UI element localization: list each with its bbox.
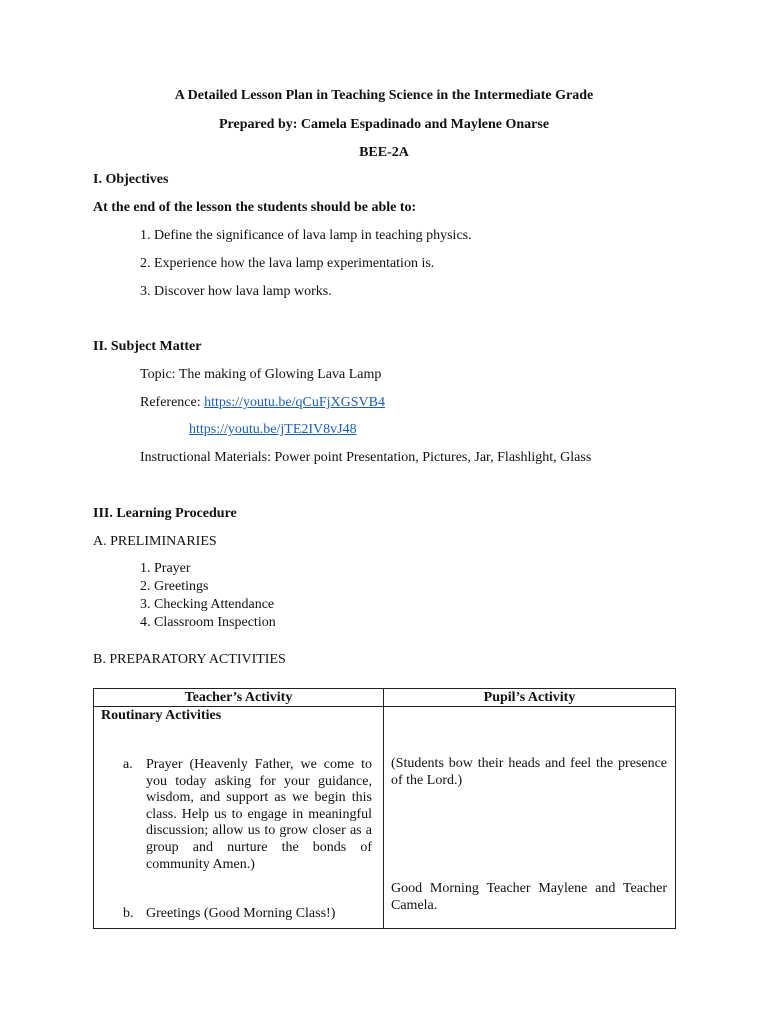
table-header-row [94,689,676,707]
teacher-activity-header: Teacher’s Activity [94,689,384,707]
topic-line: Topic: The making of Glowing Lava Lamp [140,367,382,382]
preliminary-item: 3. Checking Attendance [140,597,275,612]
objectives-intro: At the end of the lesson the students should be able to: [93,200,417,215]
reference-line [140,394,385,412]
objective-item: 1. Define the significance of lava lamp in teaching physics. [140,228,472,243]
reference-link-2[interactable]: https://youtu.be/jTE2IV8vJ48 [189,422,357,437]
preliminary-item: 4. Classroom Inspection [140,615,276,630]
document-title: A Detailed Lesson Plan in Teaching Science in the Intermediate Grade [174,88,594,103]
pupil-prayer-response: (Students bow their heads and feel the presence of the Lord.) [391,756,667,788]
list-marker: a. [123,757,133,772]
objective-item: 3. Discover how lava lamp works. [140,284,332,299]
materials-line: Instructional Materials: Power point Presentation, Pictures, Jar, Flashlight, Glass [140,450,592,465]
objective-item: 2. Experience how the lava lamp experimentation is. [140,256,435,271]
table-row [94,707,676,929]
preliminary-item: 1. Prayer [140,561,191,576]
reference-label: Reference: [140,395,205,410]
routinary-title: Routinary Activities [101,708,222,723]
preliminaries-heading: A. PRELIMINARIES [93,534,217,549]
objectives-heading: I. Objectives [93,172,169,187]
reference-link-1[interactable]: https://youtu.be/qCuFjXGSVB4 [204,395,385,410]
activities-table [93,688,676,929]
preparatory-heading: B. PREPARATORY ACTIVITIES [93,652,286,667]
prepared-by: Prepared by: Camela Espadinado and Maylene Onarse [218,117,550,132]
preliminary-item: 2. Greetings [140,579,209,594]
subject-matter-heading: II. Subject Matter [93,339,202,354]
teacher-activity-cell [94,707,384,929]
pupil-greeting-response: Good Morning Teacher Maylene and Teacher Camela. [391,881,667,913]
prayer-text: Prayer (Heavenly Father, we come to you today asking for your guidance, wisdom, and support as we begin this class. Help us to engage in meaningful discussion; allow us to grow closer as a group and nurture the bonds of community Amen.) [146,757,372,872]
learning-procedure-heading: III. Learning Procedure [93,506,237,521]
greetings-text: Greetings (Good Morning Class!) [146,906,336,921]
section-label: BEE-2A [359,145,409,160]
pupil-activity-header: Pupil’s Activity [384,689,676,707]
list-marker: b. [123,906,134,921]
pupil-activity-cell [384,707,676,929]
